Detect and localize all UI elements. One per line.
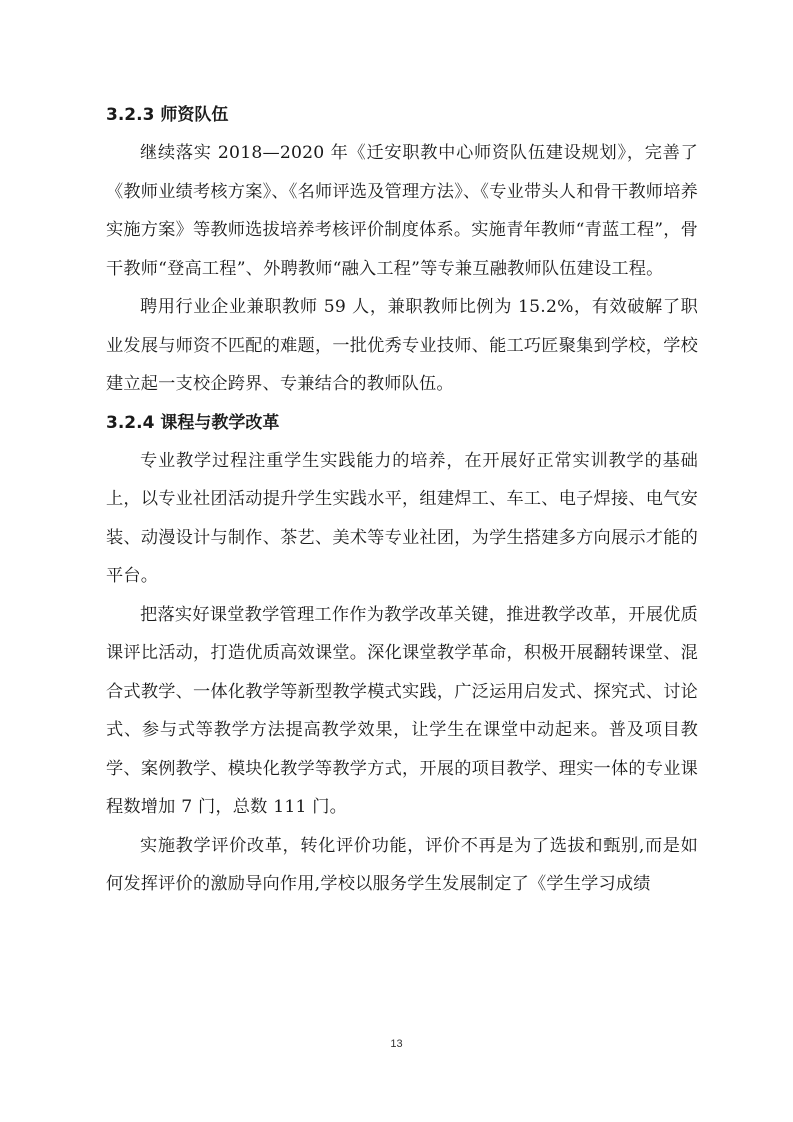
page-number: 13 [390,1038,403,1050]
paragraph: 聘用行业企业兼职教师 59 人，兼职教师比例为 15.2%，有效破解了职业发展与师资不匹配的难题，一批优秀专业技师、能工巧匠聚集到学校，学校建立起一支校企跨界、专兼结合的教师队伍。 [106,297,698,394]
section-heading-3-2-3: 3.2.3 师资队伍 [106,105,229,125]
paragraph: 专业教学过程注重学生实践能力的培养，在开展好正常实训教学的基础上，以专业社团活动提升学生实践水平，组建焊工、车工、电子焊接、电气安装、动漫设计与制作、茶艺、美术等专业社团，为学生搭建多方向展示才能的平台。 [106,450,698,586]
section-heading-3-2-4: 3.2.4 课程与教学改革 [106,412,280,433]
page-content [106,96,698,904]
paragraph: 把落实好课堂教学管理工作作为教学改革关键，推进教学改革，开展优质课评比活动，打造优质高效课堂。深化课堂教学革命，积极开展翻转课堂、混合式教学、一体化教学等新型教学模式实践，广泛运用启发式、探究式、讨论式、参与式等教学方法提高教学效果，让学生在课堂中动起来。普及项目教学、案例教学、模块化教学等教学方式，开展的项目教学、理实一体的专业课程数增加 7 门，总数 111 门。 [106,604,698,817]
paragraph: 继续落实 2018—2020 年《迁安职教中心师资队伍建设规划》，完善了《教师业绩考核方案》、《名师评选及管理方法》、《专业带头人和骨干教师培养实施方案》等教师选拔培养考核评价制度体系。实施青年教师“青蓝工程”，骨干教师“登高工程”、外聘教师“融入工程”等专兼互融教师队伍建设工程。 [106,143,698,279]
paragraph: 实施教学评价改革，转化评价功能，评价不再是为了选拔和甄别,而是如何发挥评价的激励导向作用,学校以服务学生发展制定了《学生学习成绩 [106,835,698,894]
